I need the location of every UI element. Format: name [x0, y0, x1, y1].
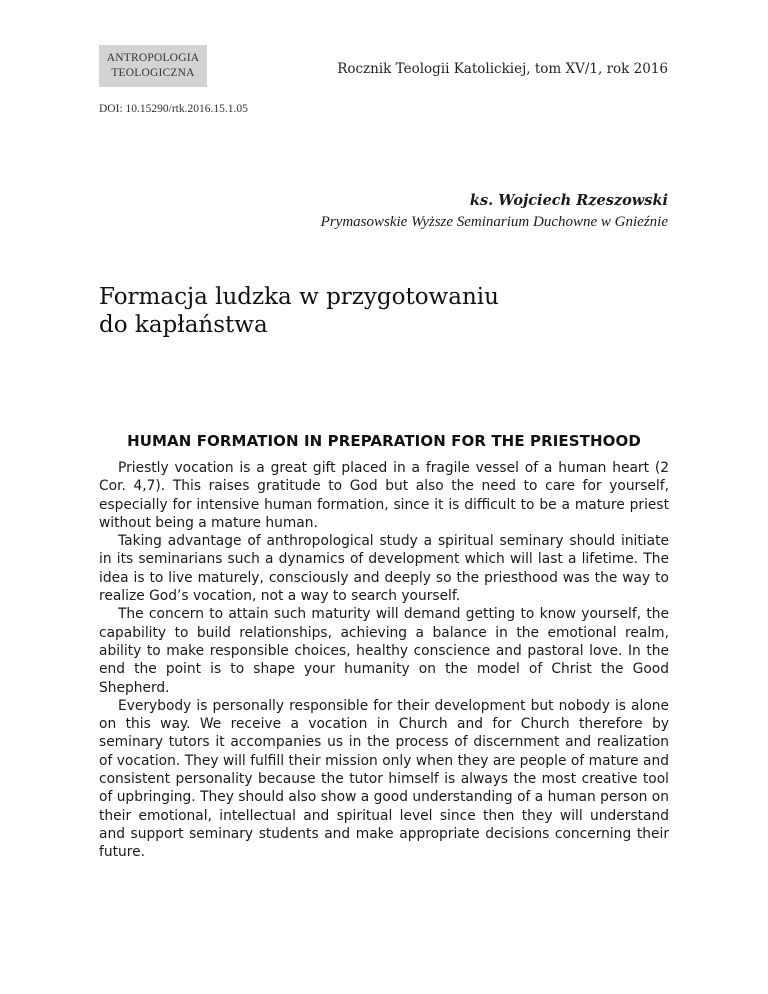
- author-name: ks. Wojciech Rzeszowski: [469, 192, 668, 209]
- abstract-paragraph: Taking advantage of anthropological study a spiritual seminary should initiate in its seminarians such a dynamics of development which will last a lifetime. The idea is to live maturely, consciously and deeply so the priesthood was the way to realize God’s vocation, not a way to search yourself.: [99, 533, 669, 605]
- abstract-paragraph: Everybody is personally responsible for their development but nobody is alone on this way. We receive a vocation in Church and for Church therefore by seminary tutors it accompanies us in the process of discernment and realization of vocation. They will fulfill their mission only when they are people of mature and consistent personality because the tutor himself is always the most creative tool of upbringing. They should also show a good understanding of a human person on their emotional, intellectual and spiritual level since then they will understand and support seminary students and make appropriate decisions concerning their future.: [99, 697, 669, 861]
- article-title-line1: Formacja ludzka w przygotowaniu: [99, 284, 499, 310]
- english-title-heading: HUMAN FORMATION IN PREPARATION FOR THE PRIESTHOOD: [127, 432, 641, 450]
- doi: DOI: 10.15290/rtk.2016.15.1.05: [99, 103, 248, 115]
- abstract-paragraph: The concern to attain such maturity will demand getting to know yourself, the capability to build relationships, achieving a balance in the emotional realm, ability to make responsible choices, healthy conscience and pastoral love. In the end the point is to shape your humanity on the model of Christ the Good Shepherd.: [99, 606, 669, 696]
- abstract: [99, 459, 669, 862]
- author-affiliation: Prymasowskie Wyższe Seminarium Duchowne w Gnieźnie: [320, 214, 668, 230]
- abstract-paragraph: Priestly vocation is a great gift placed in a fragile vessel of a human heart (2 Cor. 4,7). This raises gratitude to God but also the need to care for yourself, especially for intensive human formation, since it is difficult to be a mature priest without being a mature human.: [99, 460, 669, 531]
- article-title-line2: do kapłaństwa: [99, 312, 268, 338]
- journal-title: Rocznik Teologii Katolickiej, tom XV/1, rok 2016: [337, 61, 668, 77]
- article-title: [99, 283, 679, 339]
- section-tag-line2: TEOLOGICZNA: [111, 67, 195, 79]
- section-tag: [99, 45, 207, 87]
- section-tag-line1: ANTROPOLOGIA: [106, 52, 200, 64]
